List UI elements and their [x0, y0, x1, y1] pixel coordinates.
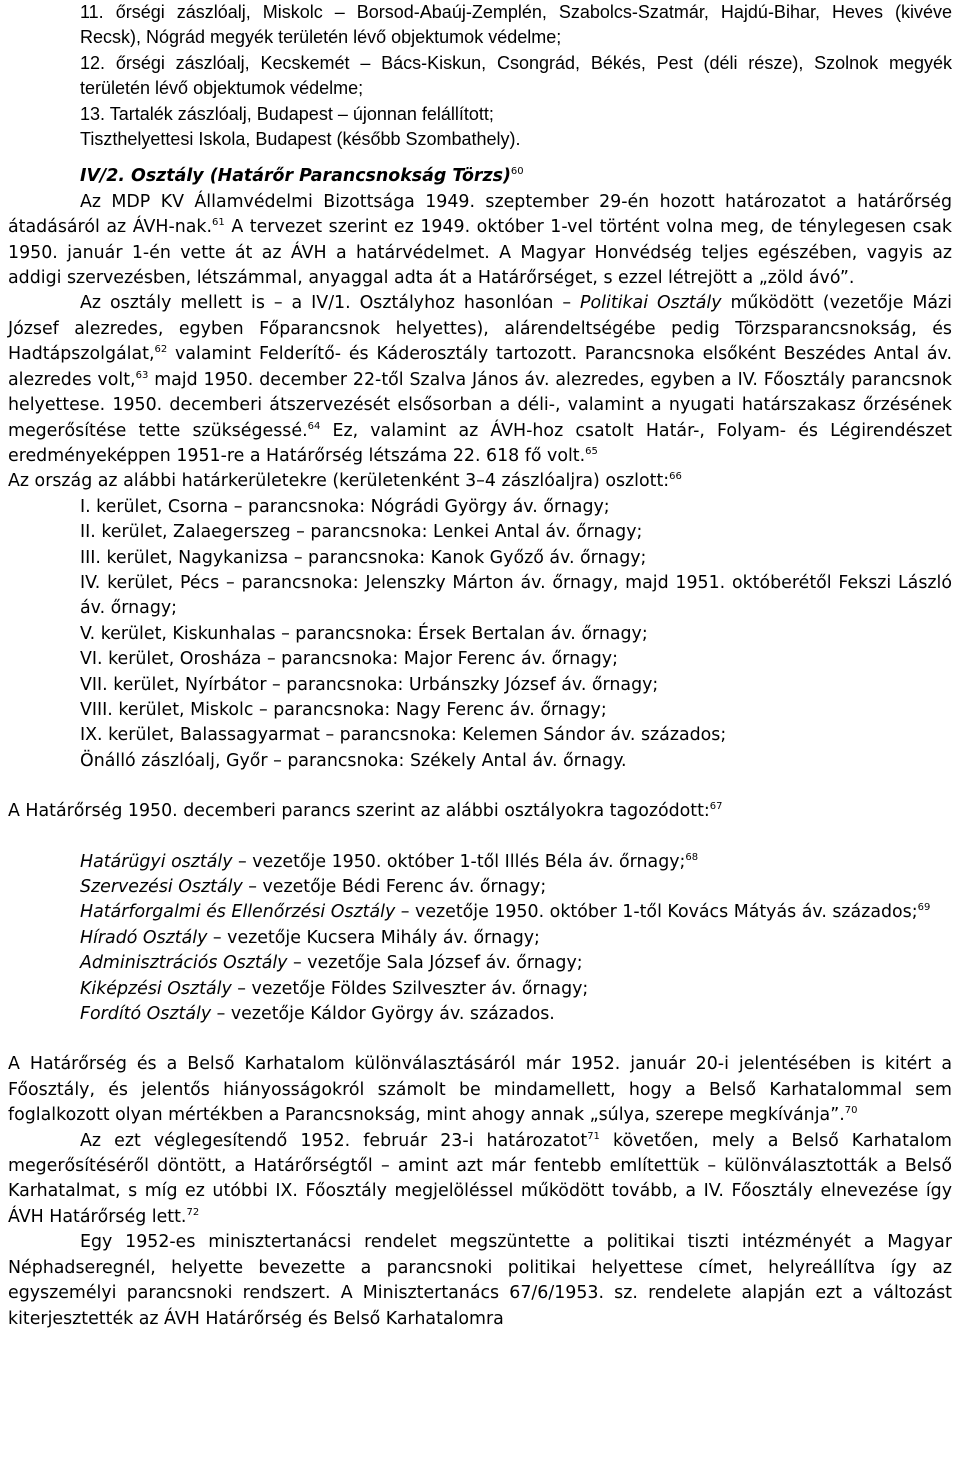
division-item — [8, 850, 952, 875]
district-item: III. kerület, Nagykanizsa – parancsnoka: Kanok Győző áv. őrnagy; — [80, 547, 647, 568]
top-items — [8, 0, 952, 152]
division-item — [8, 951, 952, 976]
footnote-ref: 64 — [307, 420, 321, 432]
footnote-ref: 60 — [510, 166, 524, 178]
footnote-ref: 69 — [917, 902, 931, 914]
footnote-ref: 65 — [585, 445, 598, 457]
text-run: valamint Felderítő- és Káderosztály tartozott. Parancsnoka elsőként Beszédes Antal áv. alezredes volt, — [8, 344, 952, 390]
paragraph-closing-1 — [8, 1052, 952, 1128]
division-item — [8, 875, 952, 900]
paragraph-intro-2 — [8, 291, 952, 469]
district-item: VI. kerület, Orosháza – parancsnoka: Major Ferenc áv. őrnagy; — [80, 649, 618, 670]
district-item: IX. kerület, Balassagyarmat – parancsnoka: Kelemen Sándor áv. százados; — [80, 725, 727, 746]
text-run: működött (vezetője Mázi József alezredes, egyben Főparancsnok helyettes), alárendeltségébe pedig Törzsparancsnokság, és Hadtápszolgálat, — [8, 293, 952, 365]
district-list — [8, 495, 952, 774]
division-rest: – vezetője 1950. október 1-től Kovács Mátyás áv. százados; — [395, 902, 918, 923]
division-item — [8, 926, 952, 951]
district-item: V. kerület, Kiskunhalas – parancsnoka: Érsek Bertalan áv. őrnagy; — [80, 623, 648, 644]
text-run: A tervezet szerint ez 1949. október 1-vel történt volna meg, de ténylegesen csak 1950. január 1-én vette át az ÁVH a határvédelmet. A Magyar Honvédség teljes egészében, vagyis az addigi szervezésben, létszámmal, anyaggal adta át a Határőrséget, s ezzel létrejött a „zöld ávó”. — [8, 217, 952, 289]
footnote-ref: 66 — [669, 471, 682, 483]
text-run: Ez, valamint az ÁVH-hoz csatolt Határ-, Folyam- és Légirendészet eredményeképpen 1951-re a Határőrség létszáma 22. 618 fő volt. — [8, 420, 952, 466]
text-run: követően, mely a Belső Karhatalom megerősítéséről döntött, a Határőrségtől – amint azt már fentebb említettük – különválasztották a Belső Karhatalmat, s míg ez utóbbi IX. Főosztály megjelöléssel működött tovább, a IV. Főosztály elnevezése így ÁVH Határőrség lett. — [8, 1130, 952, 1227]
division-name: Határügyi osztály — [80, 851, 233, 872]
district-item: II. kerület, Zalaegerszeg – parancsnoka: Lenkei Antal áv. őrnagy; — [80, 522, 643, 543]
district-item: VIII. kerület, Miskolc – parancsnoka: Nagy Ferenc áv. őrnagy; — [80, 699, 607, 720]
division-rest: – vezetője Bédi Ferenc áv. őrnagy; — [242, 877, 547, 897]
division-rest: – vezetője Sala József áv. őrnagy; — [287, 953, 583, 974]
division-name: Szervezési Osztály — [80, 877, 243, 897]
division-name: Határforgalmi és Ellenőrzési Osztály — [80, 902, 396, 923]
spacer — [8, 1027, 952, 1052]
division-name: Adminisztrációs Osztály — [80, 953, 288, 974]
text-run: majd 1950. december 22-től Szalva János áv. alezredes, egyben a IV. Főosztály parancsnok helyettese. 1950. decemberi átszervezését elsősorban a déli-, valamint a nyugati határszakasz őrzésének megerősítése tette szükségessé. — [8, 369, 952, 441]
paragraph-closing-2 — [8, 1129, 952, 1231]
division-name: Kiképzési Osztály — [80, 978, 232, 999]
text-run: Az ezt véglegesítendő 1952. február 23-i határozatot — [80, 1130, 588, 1151]
footnote-ref: 68 — [685, 851, 699, 863]
text-run: Az osztály mellett is – a IV/1. Osztályhoz hasonlóan – — [80, 293, 581, 314]
text-run-italic: Politikai Osztály — [580, 293, 722, 314]
footnote-ref: 72 — [186, 1206, 200, 1218]
footnote-ref: 62 — [154, 344, 168, 356]
footnote-ref: 70 — [844, 1105, 858, 1117]
text-run: A Határőrség és a Belső Karhatalom különválasztásáról már 1952. január 20-i jelentésében is kitért a Főosztály, és jelentős hiányosságokról számolt be mindamellett, hogy a Belső Karhatalommal sem foglalkozott olyan mértékben a Parancsnokság, mint ahogy annak „súlya, szerepe megkívánja”. — [8, 1054, 952, 1126]
division-name: Híradó Osztály — [80, 927, 208, 948]
list-item: 11. őrségi zászlóalj, Miskolc – Borsod-Abaúj-Zemplén, Szabolcs-Szatmár, Hajdú-Bihar, Heves (kivéve Recsk), Nógrád megyék területén lévő objektumok védelme; — [80, 2, 952, 48]
paragraph-intro-1 — [8, 190, 952, 292]
section-heading — [8, 164, 952, 189]
spacer — [8, 774, 952, 799]
footnote-ref: 71 — [587, 1130, 600, 1142]
text-run: Az ország az alábbi határkerületekre (kerületenként 3–4 zászlóaljra) oszlott: — [8, 471, 670, 492]
district-item: I. kerület, Csorna – parancsnoka: Nógrádi György áv. őrnagy; — [80, 496, 610, 517]
list-item: Tiszthelyettesi Iskola, Budapest (később Szombathely). — [80, 129, 521, 150]
division-rest: – vezetője 1950. október 1-től Illés Béla áv. őrnagy; — [232, 851, 686, 872]
list-item: 13. Tartalék zászlóalj, Budapest – újonnan felállított; — [80, 103, 494, 124]
text-run: Az MDP KV Államvédelmi Bizottsága 1949. szeptember 29-én hozott határozatot a határőrség átadásáról az ÁVH-nak. — [8, 191, 952, 238]
district-item: IV. kerület, Pécs – parancsnoka: Jelenszky Márton áv. őrnagy, majd 1951. októberétől Fekszi László áv. őrnagy; — [80, 572, 952, 619]
districts-intro — [8, 469, 952, 494]
text-run: A Határőrség 1950. decemberi parancs szerint az alábbi osztályokra tagozódott: — [8, 801, 710, 822]
division-rest: – vezetője Földes Szilveszter áv. őrnagy; — [231, 978, 589, 999]
division-rest: – vezetője Kucsera Mihály áv. őrnagy; — [207, 927, 540, 948]
division-rest: – vezetője Káldor György áv. százados. — [211, 1004, 555, 1025]
division-item — [8, 977, 952, 1002]
section-heading-text: IV/2. Osztály (Határőr Parancsnokság Törzs) — [80, 166, 511, 187]
footnote-ref: 61 — [212, 217, 225, 229]
footnote-ref: 63 — [135, 369, 149, 381]
spacer — [8, 152, 952, 164]
divisions-intro — [8, 799, 952, 824]
division-name: Fordító Osztály — [80, 1004, 212, 1025]
spacer — [8, 825, 952, 850]
footnote-ref: 67 — [709, 801, 723, 813]
district-item: VII. kerület, Nyírbátor – parancsnoka: Urbánszky József áv. őrnagy; — [80, 674, 659, 695]
list-item: 12. őrségi zászlóalj, Kecskemét – Bács-Kiskun, Csongrád, Békés, Pest (déli része), Szolnok megyék területén lévő objektumok védelme; — [80, 52, 952, 99]
division-item — [8, 900, 952, 925]
division-item — [8, 1002, 952, 1027]
district-item: Önálló zászlóalj, Győr – parancsnoka: Székely Antal áv. őrnagy. — [80, 750, 627, 771]
paragraph-closing-3: Egy 1952-es minisztertanácsi rendelet megszüntette a politikai tiszti intézményét a Magyar Néphadseregnél, helyette bevezette a parancsnoki politikai helyettese címet, helyreállítva így az egyszemélyi parancsnoki rendszert. A Minisztertanács 67/6/1953. sz. rendelete alapján ezt a változást kiterjesztették az ÁVH Határőrség és Belső Karhatalomra — [8, 1232, 952, 1329]
division-list — [8, 850, 952, 1028]
